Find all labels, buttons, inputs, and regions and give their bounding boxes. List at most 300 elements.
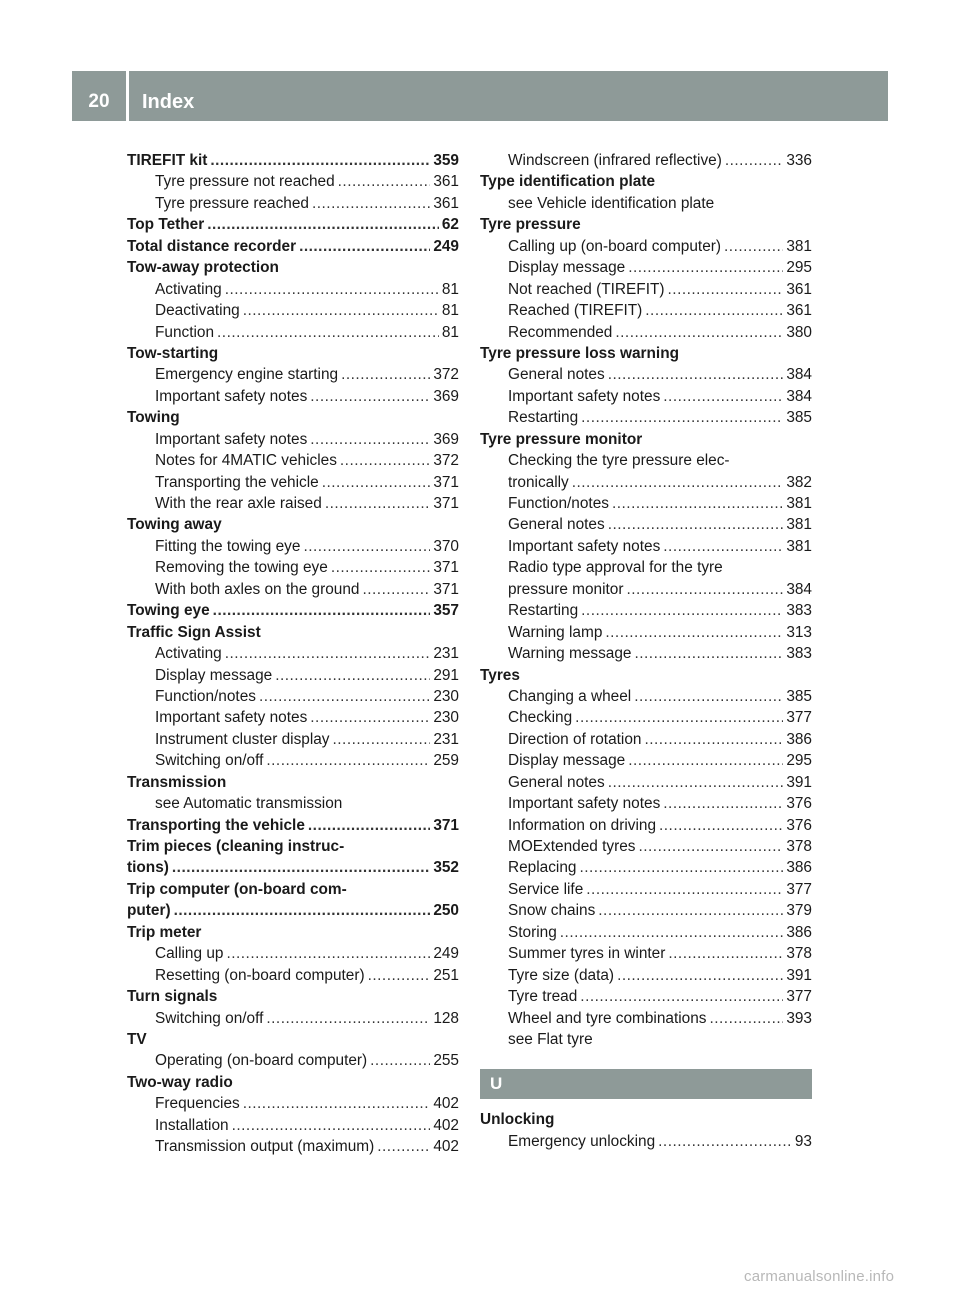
entry-text: Replacing: [508, 859, 577, 877]
index-entry: [480, 943, 812, 964]
index-entry: [480, 836, 812, 857]
index-entry: [127, 171, 459, 192]
index-entry: [480, 150, 812, 171]
index-entry: [127, 943, 459, 964]
page-header: [72, 71, 888, 121]
entry-text: Transporting the vehicle: [155, 473, 319, 491]
dot-leader: [368, 965, 431, 986]
page-ref: 402: [433, 1138, 459, 1156]
dot-leader: [333, 729, 431, 750]
entry-text: Service life: [508, 880, 584, 898]
page-ref: 361: [786, 280, 812, 298]
dot-leader: [605, 622, 783, 643]
index-entry: [480, 1008, 812, 1029]
entry-text: Removing the towing eye: [155, 559, 328, 577]
page-ref: 352: [433, 859, 459, 877]
entry-text: Display message: [508, 752, 626, 770]
entry-text: Important safety notes: [508, 537, 661, 555]
entry-text: Important safety notes: [508, 387, 661, 405]
index-entry: [480, 322, 812, 343]
entry-text: Frequencies: [155, 1095, 240, 1113]
dot-leader: [572, 472, 784, 493]
entry-text: With both axles on the ground: [155, 580, 360, 598]
index-entry: [127, 900, 459, 921]
entry-text: Calling up (on-board computer): [508, 237, 722, 255]
page-ref: 386: [786, 923, 812, 941]
index-entry: [127, 643, 459, 664]
index-entry: [480, 450, 812, 471]
page-ref: 81: [441, 323, 459, 341]
index-entry: [480, 279, 812, 300]
page-ref: 361: [433, 194, 459, 212]
dot-leader: [579, 857, 783, 878]
index-entry: [127, 150, 459, 171]
index-entry: [480, 364, 812, 385]
index-entry: [480, 965, 812, 986]
page-ref: 377: [786, 988, 812, 1006]
entry-text: tronically: [508, 473, 569, 491]
dot-leader: [659, 815, 783, 836]
index-entry: [127, 1029, 459, 1050]
index-entry: [127, 257, 459, 278]
index-entry: [480, 579, 812, 600]
page-ref: 384: [786, 580, 812, 598]
page-ref: 376: [786, 816, 812, 834]
index-entry: [480, 665, 812, 686]
dot-leader: [210, 150, 430, 171]
index-entry: [480, 922, 812, 943]
index-entry: [480, 193, 812, 214]
page-ref: 385: [786, 409, 812, 427]
dot-leader: [663, 386, 783, 407]
index-entry: [127, 815, 459, 836]
dot-leader: [608, 364, 784, 385]
entry-text: Tyre pressure monitor: [480, 430, 643, 448]
entry-text: Checking: [508, 709, 573, 727]
page-ref: 370: [433, 537, 459, 555]
dot-leader: [310, 429, 430, 450]
entry-text: tions): [127, 859, 169, 877]
index-entry: [127, 1115, 459, 1136]
page-ref: 251: [433, 966, 459, 984]
index-entry: [127, 579, 459, 600]
page-ref: 361: [433, 173, 459, 191]
dot-leader: [312, 193, 430, 214]
index-entry: [127, 1050, 459, 1071]
index-entry: [127, 472, 459, 493]
entry-text: Emergency unlocking: [508, 1132, 656, 1150]
page-ref: 295: [786, 259, 812, 277]
page-ref: 386: [786, 730, 812, 748]
page-ref: 381: [786, 495, 812, 512]
index-entry: [127, 750, 459, 771]
dot-leader: [338, 171, 431, 192]
dot-leader: [370, 1050, 430, 1071]
index-entry: [480, 772, 812, 793]
entry-text: see Flat tyre: [508, 1030, 593, 1048]
dot-leader: [341, 364, 430, 385]
entry-text: Calling up: [155, 945, 224, 963]
entry-text: General notes: [508, 516, 605, 534]
dot-leader: [225, 643, 431, 664]
entry-text: see Vehicle identification plate: [508, 194, 715, 212]
entry-text: Traffic Sign Assist: [127, 623, 261, 641]
entry-text: TIREFIT kit: [127, 152, 208, 169]
dot-leader: [615, 322, 783, 343]
page-ref: 378: [786, 838, 812, 855]
index-entry: [127, 965, 459, 986]
entry-text: Tyre pressure not reached: [155, 173, 335, 191]
page-ref: 378: [786, 945, 812, 963]
header-divider: [126, 71, 129, 121]
entry-text: Wheel and tyre combinations: [508, 1009, 707, 1027]
index-entry: [127, 986, 459, 1007]
index-entry: [480, 407, 812, 428]
index-entry: [127, 557, 459, 578]
index-entry: [127, 686, 459, 707]
dot-leader: [331, 557, 430, 578]
entry-text: TV: [127, 1030, 147, 1048]
entry-text: Turn signals: [127, 988, 218, 1006]
page-ref: 371: [433, 580, 459, 598]
dot-leader: [581, 407, 783, 428]
entry-text: Switching on/off: [155, 752, 264, 770]
entry-text: Function/notes: [508, 495, 609, 512]
entry-text: Tyres: [480, 666, 520, 684]
index-entry: [127, 493, 459, 514]
dot-leader: [299, 236, 430, 257]
dot-leader: [612, 493, 783, 514]
entry-text: Restarting: [508, 602, 579, 620]
index-entry: [480, 793, 812, 814]
index-entry: [480, 300, 812, 321]
index-entry: [480, 686, 812, 707]
dot-leader: [617, 965, 783, 986]
dot-leader: [308, 815, 430, 836]
entry-text: Not reached (TIREFIT): [508, 280, 665, 298]
dot-leader: [663, 793, 783, 814]
page-ref: 377: [786, 880, 812, 898]
entry-text: Important safety notes: [508, 795, 661, 813]
index-entry: [127, 772, 459, 793]
index-column-left: [127, 150, 459, 1158]
dot-leader: [668, 279, 784, 300]
dot-leader: [340, 450, 430, 471]
dot-leader: [724, 236, 783, 257]
entry-text: Important safety notes: [155, 387, 308, 405]
dot-leader: [560, 922, 784, 943]
entry-text: Emergency engine starting: [155, 366, 339, 384]
dot-leader: [575, 707, 783, 728]
index-entry: [480, 557, 812, 578]
index-entry: [480, 1131, 812, 1152]
index-entry: [127, 429, 459, 450]
index-entry: [480, 1109, 812, 1130]
index-entry: [127, 879, 459, 900]
index-entry: [480, 236, 812, 257]
dot-leader: [626, 579, 783, 600]
entry-text: Function/notes: [155, 687, 256, 705]
index-entry: [127, 450, 459, 471]
entry-text: Switching on/off: [155, 1009, 264, 1027]
entry-text: Warning message: [508, 645, 632, 663]
index-entry: [127, 364, 459, 385]
page-ref: 62: [441, 216, 459, 234]
page-ref: 383: [786, 645, 812, 663]
page-ref: 384: [786, 387, 812, 405]
page-ref: 295: [786, 752, 812, 770]
page-ref: 259: [433, 752, 459, 770]
entry-text: Display message: [508, 259, 626, 277]
index-entry: [480, 493, 812, 514]
dot-leader: [628, 257, 783, 278]
page-ref: 372: [433, 452, 459, 470]
page-ref: 230: [433, 709, 459, 727]
index-entry: [480, 900, 812, 921]
index-entry: [127, 536, 459, 557]
entry-text: Tow-away protection: [127, 259, 279, 277]
dot-leader: [634, 686, 783, 707]
page-ref: 336: [786, 152, 812, 169]
index-entry: [127, 665, 459, 686]
page-ref: 376: [786, 795, 812, 813]
entry-text: Function: [155, 323, 215, 341]
index-entry: [127, 386, 459, 407]
index-entry: [127, 236, 459, 257]
entry-text: Operating (on-board computer): [155, 1052, 368, 1070]
dot-leader: [207, 214, 439, 235]
page-ref: 381: [786, 516, 812, 534]
entry-text: Tyre pressure: [480, 216, 581, 234]
entry-text: General notes: [508, 773, 605, 791]
dot-leader: [266, 1008, 430, 1029]
entry-text: Changing a wheel: [508, 687, 632, 705]
index-entry: [480, 643, 812, 664]
entry-text: Fitting the towing eye: [155, 537, 301, 555]
entry-text: Checking the tyre pressure elec-: [508, 452, 730, 470]
dot-leader: [580, 986, 783, 1007]
dot-leader: [226, 943, 430, 964]
dot-leader: [645, 300, 783, 321]
dot-leader: [217, 322, 439, 343]
page-ref: 369: [433, 387, 459, 405]
index-entry: [480, 707, 812, 728]
page-ref: 93: [794, 1132, 812, 1150]
dot-leader: [225, 279, 439, 300]
page-ref: 361: [786, 302, 812, 320]
dot-leader: [644, 729, 783, 750]
dot-leader: [303, 536, 430, 557]
index-entry: [127, 322, 459, 343]
dot-leader: [172, 857, 430, 878]
index-entry: [127, 343, 459, 364]
entry-text: Direction of rotation: [508, 730, 642, 748]
entry-text: Summer tyres in winter: [508, 945, 666, 963]
entry-text: Towing eye: [127, 602, 210, 620]
entry-text: puter): [127, 902, 171, 920]
page-ref: 380: [786, 323, 812, 341]
entry-text: Tyre tread: [508, 988, 578, 1006]
index-entry: [127, 279, 459, 300]
dot-leader: [628, 750, 783, 771]
page-ref: 379: [786, 902, 812, 920]
dot-leader: [581, 600, 783, 621]
page-ref: 250: [433, 902, 459, 920]
entry-text: Transmission: [127, 773, 227, 791]
entry-text: Restarting: [508, 409, 579, 427]
page-title: Index: [142, 91, 195, 113]
index-entry: [127, 300, 459, 321]
page-ref: 81: [441, 302, 459, 320]
index-entry: [480, 750, 812, 771]
index-entry: [127, 622, 459, 643]
page-ref: 291: [433, 666, 459, 684]
entry-text: Tyre pressure reached: [155, 194, 309, 212]
page-ref: 382: [786, 473, 812, 491]
entry-text: Tyre pressure loss warning: [480, 344, 680, 362]
index-entry: [127, 857, 459, 878]
index-entry: [127, 407, 459, 428]
index-entry: [480, 815, 812, 836]
entry-text: With the rear axle raised: [155, 495, 322, 512]
entry-text: Transporting the vehicle: [127, 816, 305, 834]
page-ref: 381: [786, 237, 812, 255]
dot-leader: [275, 665, 430, 686]
page-ref: 386: [786, 859, 812, 877]
index-entry: [127, 1136, 459, 1157]
page-ref: 249: [433, 237, 459, 255]
page-ref: 402: [433, 1116, 459, 1134]
dot-leader: [174, 900, 431, 921]
index-entry: [127, 922, 459, 943]
entry-text: Recommended: [508, 323, 613, 341]
index-entry: [127, 1008, 459, 1029]
index-entry: [127, 1072, 459, 1093]
dot-leader: [377, 1136, 430, 1157]
index-entry: [480, 879, 812, 900]
index-column-right-entries: [480, 150, 812, 1050]
index-entry: [127, 793, 459, 814]
index-entry: [480, 343, 812, 364]
index-entry: [127, 836, 459, 857]
entry-text: Snow chains: [508, 902, 596, 920]
dot-leader: [322, 472, 431, 493]
index-entry: [480, 536, 812, 557]
index-entry: [127, 1093, 459, 1114]
page-ref: 371: [433, 559, 459, 577]
page-ref: 369: [433, 430, 459, 448]
entry-text: Information on driving: [508, 816, 656, 834]
dot-leader: [232, 1115, 431, 1136]
index-entry: [480, 857, 812, 878]
index-entry: [480, 986, 812, 1007]
entry-text: Display message: [155, 666, 273, 684]
entry-text: Warning lamp: [508, 623, 603, 641]
entry-text: Notes for 4MATIC vehicles: [155, 452, 337, 470]
watermark: carmanualsonline.info: [744, 1268, 895, 1285]
dot-leader: [663, 536, 783, 557]
index-entry: [480, 429, 812, 450]
page-ref: 377: [786, 709, 812, 727]
page-ref: 81: [441, 280, 459, 298]
index-entry: [127, 729, 459, 750]
entry-text: Unlocking: [480, 1111, 555, 1129]
page-ref: 249: [433, 945, 459, 963]
page-ref: 393: [786, 1009, 812, 1027]
dot-leader: [266, 750, 430, 771]
entry-text: Instrument cluster display: [155, 730, 330, 748]
dot-leader: [213, 600, 431, 621]
dot-leader: [259, 686, 430, 707]
entry-text: Important safety notes: [155, 430, 308, 448]
entry-text: Tow-starting: [127, 344, 219, 362]
entry-text: Top Tether: [127, 216, 205, 234]
dot-leader: [709, 1008, 783, 1029]
entry-text: Installation: [155, 1116, 229, 1134]
section-letter-u: U: [480, 1069, 812, 1099]
page-ref: 383: [786, 602, 812, 620]
dot-leader: [658, 1131, 792, 1152]
dot-leader: [608, 772, 784, 793]
entry-text: see Automatic transmission: [155, 795, 343, 813]
page-ref: 402: [433, 1095, 459, 1113]
entry-text: pressure monitor: [508, 580, 624, 598]
dot-leader: [725, 150, 783, 171]
index-column-right: [480, 150, 812, 1152]
page-ref: 255: [433, 1052, 459, 1070]
dot-leader: [608, 514, 784, 535]
page-ref: 371: [433, 816, 459, 834]
entry-text: Trip computer (on-board com-: [127, 880, 347, 898]
page-ref: 230: [433, 687, 459, 705]
dot-leader: [243, 300, 439, 321]
entry-text: Towing away: [127, 516, 222, 534]
dot-leader: [586, 879, 783, 900]
entry-text: Two-way radio: [127, 1073, 233, 1091]
index-entry: [480, 600, 812, 621]
entry-text: General notes: [508, 366, 605, 384]
dot-leader: [310, 707, 430, 728]
index-entry: [127, 193, 459, 214]
entry-text: Transmission output (maximum): [155, 1138, 375, 1156]
entry-text: Trip meter: [127, 923, 202, 941]
entry-text: Reached (TIREFIT): [508, 302, 643, 320]
page-ref: 359: [433, 152, 459, 169]
page-ref: 381: [786, 537, 812, 555]
entry-text: Type identification plate: [480, 173, 656, 191]
entry-text: Deactivating: [155, 302, 240, 320]
index-entry: [127, 600, 459, 621]
entry-text: Activating: [155, 280, 222, 298]
dot-leader: [668, 943, 783, 964]
index-entry: [480, 514, 812, 535]
page-number: 20: [88, 91, 110, 112]
page-ref: 371: [433, 495, 459, 512]
entry-text: Towing: [127, 409, 180, 427]
entry-text: Trim pieces (cleaning instruc-: [127, 838, 345, 855]
index-entry: [480, 622, 812, 643]
dot-leader: [325, 493, 431, 514]
dot-leader: [310, 386, 430, 407]
entry-text: Windscreen (infrared reflective): [508, 152, 722, 169]
dot-leader: [638, 836, 783, 857]
index-entry: [480, 729, 812, 750]
index-entry: [480, 171, 812, 192]
index-entry: [480, 1029, 812, 1050]
index-entry: [480, 472, 812, 493]
index-entry: [127, 514, 459, 535]
entry-text: Resetting (on-board computer): [155, 966, 365, 984]
